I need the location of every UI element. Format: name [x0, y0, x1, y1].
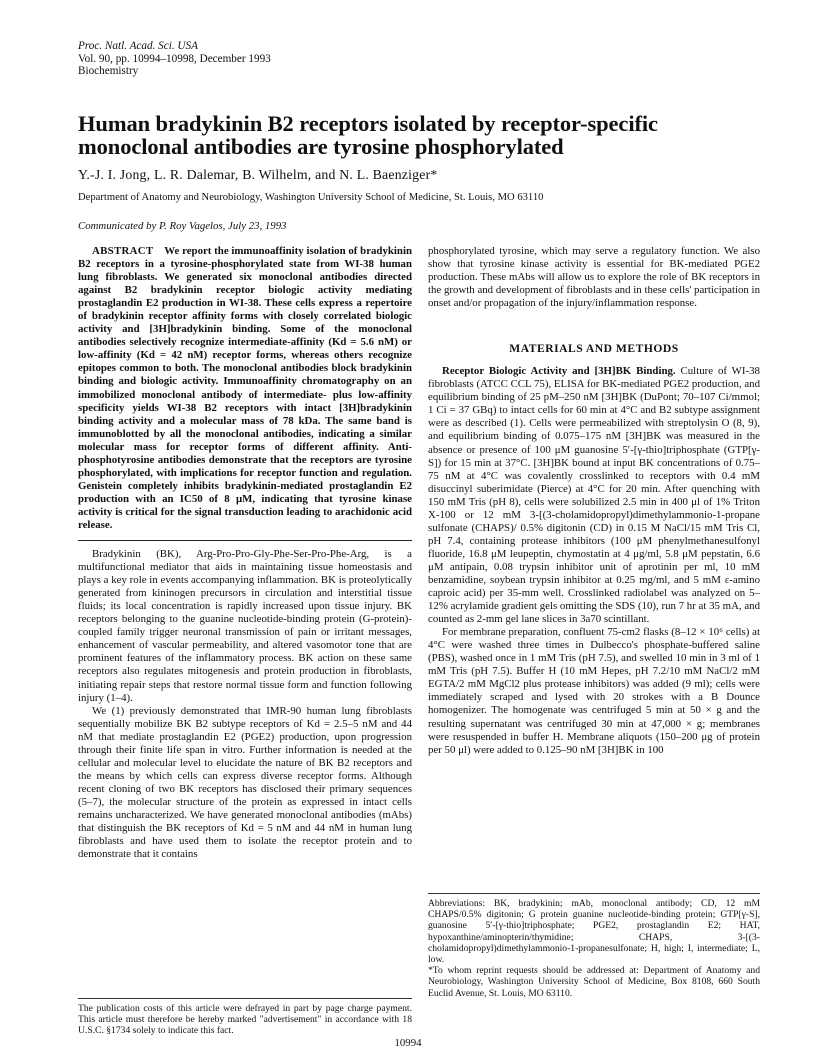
section-heading-methods: MATERIALS AND METHODS — [509, 342, 679, 356]
intro-paragraph-2: We (1) previously demonstrated that IMR-90 human lung fibroblasts sequentially mobilize BK B2 subtype receptors of Kd = 2.5–5 nM and 44 nM that mediate prostaglandin E2 (PGE2) production, upon progression through their finite life span in vitro. Further information is needed at the cellular and molecular level to elucidate the nature of BK B2 receptors and the means by which cells can express diverse receptor forms. Although recent cloning of two BK receptors has disclosed their primary sequences (5–7), the molecular structure of the protein as expressed in intact cells remains uncharacterized. We have generated monoclonal antibodies (mAbs) that distinguish the BK receptors of Kd = 5 nM and 44 nM in human lung fibroblasts and have used them to isolate the receptor protein and to demonstrate that it contains — [78, 704, 412, 861]
abstract — [78, 245, 412, 532]
methods-subheading: Receptor Biologic Activity and [3H]BK Binding. — [442, 365, 676, 378]
journal-header — [78, 40, 271, 78]
publication-costs-footnote — [78, 998, 412, 1037]
right-column — [428, 245, 760, 757]
left-column — [78, 245, 412, 861]
author-list: Y.-J. I. Jong, L. R. Dalemar, B. Wilhelm, and N. L. Baenziger* — [78, 167, 438, 182]
communicated-by: Communicated by P. Roy Vagelos, July 23, 1993 — [78, 220, 287, 232]
methods-paragraph-1 — [428, 365, 760, 626]
abbreviations-text: Abbreviations: BK, bradykinin; mAb, monoclonal antibody; CD, 12 mM CHAPS/0.5% digitonin; G protein guanine nucleotide-binding protein; GTP[γ-S], guanosine 5′-[γ-thio]triphosphate; PGE2, prostaglandin E2; HAT, hypoxanthine/aminopterin/thymidine; CHAPS, 3-[(3-cholamidopropyl)dimethylammonio-1-propanesulfonate; H, high; I, intermediate; L, low. — [428, 898, 760, 966]
intro-paragraph-2-continued: phosphorylated tyrosine, which may serve a regulatory function. We also show that tyrosine kinase activity is essential for BK-mediated PGE2 production. These mAbs will allow us to explore the role of BK receptors in the growth and development of fibroblasts and in these cells' participation in onset and/or propagation of the injury/inflammation response. — [428, 245, 760, 310]
page-number: 10994 — [394, 1037, 422, 1049]
article-title: Human bradykinin B2 receptors isolated by receptor-specific monoclonal antibodies are tyrosine phosphorylated — [78, 111, 658, 159]
affiliation: Department of Anatomy and Neurobiology, Washington University School of Medicine, St. Louis, MO 63110 — [78, 192, 544, 203]
abstract-heading: ABSTRACT — [92, 245, 154, 257]
abbreviations-footnote — [428, 893, 760, 999]
journal-volume: Vol. 90, pp. 10994–10998, December 1993 — [78, 52, 271, 65]
methods-paragraph-2: For membrane preparation, confluent 75-cm2 flasks (8–12 × 10⁶ cells) at 4°C were washed three times in Dulbecco's phosphate-buffered saline (PBS), washed once in 1 mM Tris (pH 7.5), and swelled 10 min in 3 ml of 1 mM Tris (pH 7.5). Buffer H (10 mM Hepes, pH 7.2/10 mM NaCl/2 mM EGTA/2 mM MgCl2 plus protease inhibitors) was added (9 ml); cells were immediately scraped and lysed with 20 strokes with a B Dounce homogenizer. The homogenate was centrifuged 5 min at 50 × g and the resulting supernatant was centrifuged 30 min at 47,000 × g; membranes were resuspended in buffer H. Membrane aliquots (150–200 μg of protein per 50 μl) were added to 0.125–90 nM [3H]BK in 100 — [428, 626, 760, 756]
correspondence-footnote: *To whom reprint requests should be addressed at: Department of Anatomy and Neurobiology, Washington University School of Medicine, Box 8108, 660 South Euclid Avenue, St. Louis, MO 63110. — [428, 965, 760, 999]
intro-paragraph-1: Bradykinin (BK), Arg-Pro-Pro-Gly-Phe-Ser-Pro-Phe-Arg, is a multifunctional mediator that aids in maintaining tissue homeostasis and plays a key role in events accompanying inflammation. BK is proteolytically generated from kininogen precursors in circulation and interstitial tissue fluids; its local concentration is rapidly increased upon tissue injury. BK receptors belonging to the guanine nucleotide-binding protein (G-protein)-coupled family trigger neuronal transmission of pain or irritant messages, enhancement of vascular permeability, and altered vasomotor tone that are prominent features of the inflammatory process. BK action on these same receptors also regulates mitogenesis and protein production in fibroblasts, initiating repair steps that restore normal tissue form and function following injury (1–4). — [78, 548, 412, 704]
abstract-divider — [78, 540, 412, 541]
methods-paragraph-1-text: Culture of WI-38 fibroblasts (ATCC CCL 75), ELISA for BK-mediated PGE2 production, and equilibrium binding of 25 pM–250 nM [3H]BK (DuPont; 70–107 Ci/mmol; 1 Ci = 37 GBq) to intact cells for 60 min at 4°C and B2 subtype assignment were as described (1). Cells were permeabilized with streptolysin O (8, 9), and equilibrium binding of 0.075–175 nM [3H]BK was measured in the absence or presence of 100 μM guanosine 5′-[γ-thio]triphosphate (GTP[γ-S]) for 15 min at 37°C. [3H]BK bound at input BK concentrations of 0.75–75 nM at 4°C was covalently crosslinked to receptors with 0.4 mM disuccinyl suberimidate (Pierce) at 4°C for 20 min. After quenching with 150 mM Tris (pH 8), cells were solubilized 2.5 min in 400 μl of 1% Triton X-100 or 12 mM 3-[(3-cholamidopropyl)dimethylammonio-1-propane sulfonate (CHAPS)/ 0.5% digitonin (CD) in 0.15 M NaCl/15 mM Tris Cl, pH 7.4, containing protease inhibitors (100 μM phenylmethanesulfonyl fluoride, 16.8 μM leupeptin, chymostatin at 4 μg/ml, 5.8 μM pepstatin, 6.6 μM antipain, 0.08 trypsin inhibitor unit of aprotinin per ml, 10 mM benzamidine, soybean trypsin inhibitor at 0.25 mg/ml, and 5 mM ε-amino caproic acid) per 35-mm well. Crosslinked radiolabel was analyzed on 5–12% acrylamide gradient gels omitting the SDS (10), run 7 hr at 35 mA, and counted as 2-mm gel lane slices in 3a70 scintillant. — [428, 365, 760, 626]
abstract-text: We report the immunoaffinity isolation of bradykinin B2 receptors in a tyrosine-phosphorylated state from WI-38 human lung fibroblasts. We generated six monoclonal antibodies directed against B2 bradykinin receptor biologic activity mediating prostaglandin E2 production in WI-38. These cells express a repertoire of bradykinin receptor affinity forms with closely correlated biologic activity and [3H]bradykinin binding. Some of the monoclonal antibodies selectively recognize intermediate-affinity (Kd = 5.6 nM) or low-affinity (Kd = 42 nM) receptor forms, whereas others recognize epitopes common to both. The monoclonal antibodies block bradykinin binding and biologic activity. Immunoaffinity chromatography on an immobilized monoclonal antibody of intermediate- plus low-affinity specificity yields WI-38 B2 receptors with intact [3H]bradykinin binding activity and a molecular mass of 78 kDa. The same band is immunoblotted by all the monoclonal antibodies, indicating a similar molecular mass for receptor forms of different affinity. Anti-phosphotyrosine antibodies demonstrate that the receptors are tyrosine phosphorylated, with implications for receptor function and regulation. Genistein completely inhibits bradykinin-mediated prostaglandin E2 production with an IC50 of 8 μM, indicating that tyrosine kinase activity is critical for the signal transduction leading to arachidonic acid release. — [78, 245, 412, 531]
journal-section: Biochemistry — [78, 65, 139, 78]
journal-name: Proc. Natl. Acad. Sci. USA — [78, 40, 198, 52]
publication-costs-text: The publication costs of this article were defrayed in part by page charge payment. This article must therefore be hereby marked "advertisement" in accordance with 18 U.S.C. §1734 solely to indicate this fact. — [78, 1003, 412, 1037]
